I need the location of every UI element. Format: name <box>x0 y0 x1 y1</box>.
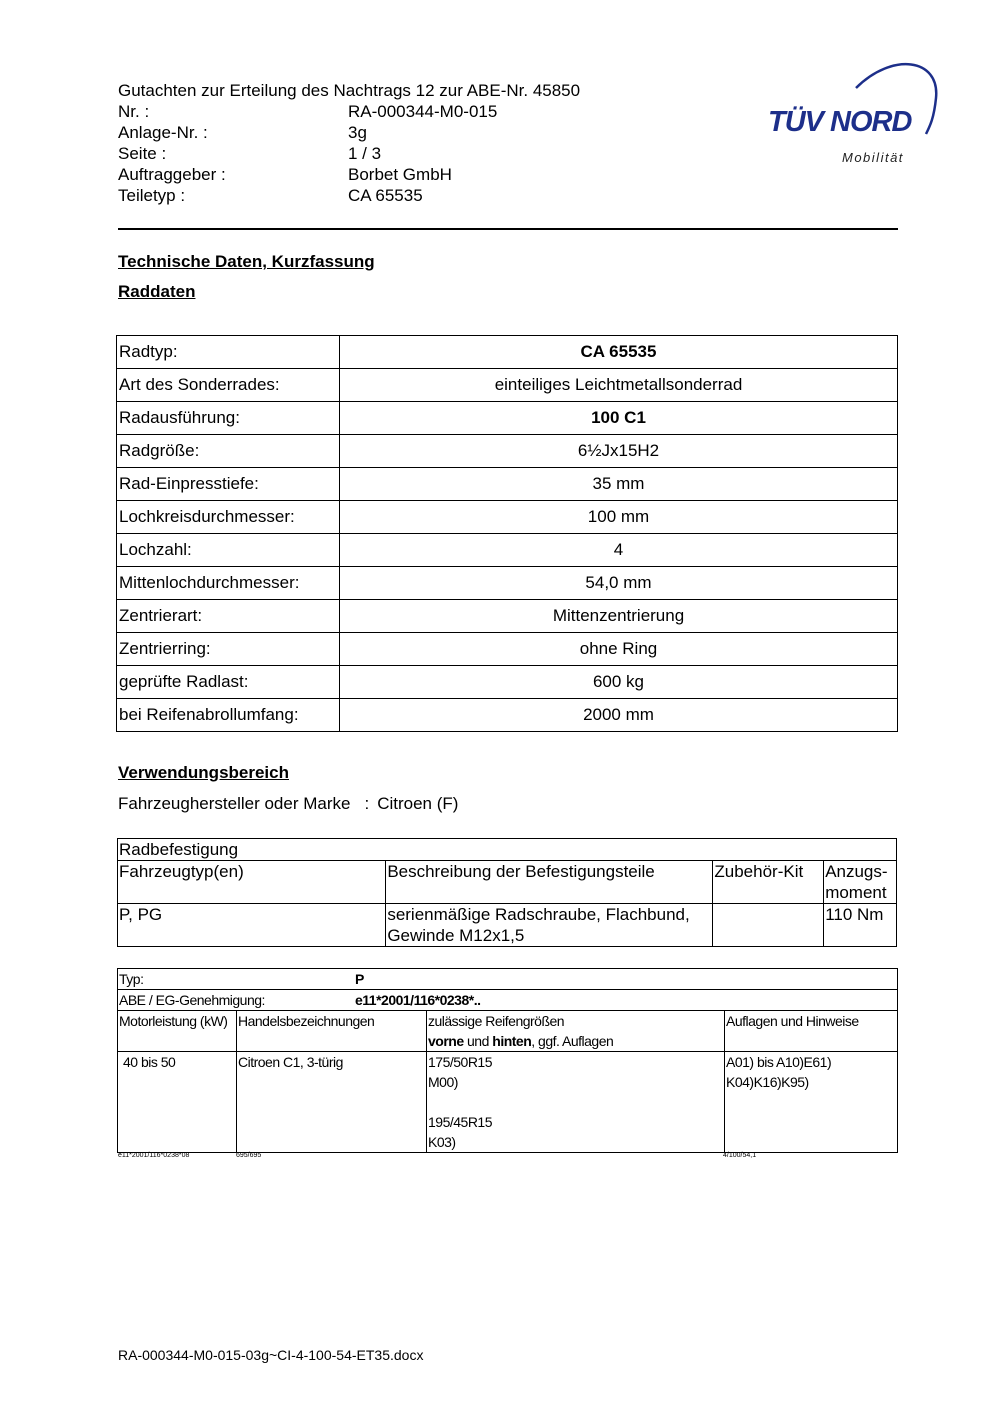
header-value: 1 / 3 <box>348 144 382 163</box>
section-usage-heading: Verwendungsbereich <box>118 763 289 782</box>
section-wheel-heading: Raddaten <box>118 282 196 301</box>
row-value: 4 <box>340 534 898 567</box>
table-row <box>117 336 898 369</box>
typ-row <box>118 969 898 990</box>
header-row-seite <box>118 143 580 164</box>
table-row <box>118 904 897 947</box>
row-label: Rad-Einpresstiefe: <box>117 468 340 501</box>
row-value: 100 mm <box>340 501 898 534</box>
row-label: geprüfte Radlast: <box>117 666 340 699</box>
fixing-kit <box>713 904 824 947</box>
header-row-anlage <box>118 122 580 143</box>
table-row <box>117 600 898 633</box>
row-value: 100 C1 <box>340 402 898 435</box>
header-label: Auftraggeber : <box>118 165 226 184</box>
column-header: Zubehör-Kit <box>713 861 824 904</box>
power-cell: 40 bis 50 <box>118 1052 237 1153</box>
header-row-auftraggeber <box>118 164 580 185</box>
tires-header-line-2 <box>428 1031 723 1051</box>
document-filename: RA-000344-M0-015-03g~CI-4-100-54-ET35.docx <box>118 1347 424 1363</box>
row-label: Radausführung: <box>117 402 340 435</box>
header-value: CA 65535 <box>348 186 423 205</box>
footnote-spec: 4/100/54,1 <box>723 1152 757 1159</box>
header-row-teiletyp <box>118 185 580 206</box>
tuv-nord-logo <box>764 58 944 170</box>
tires-header-line: zulässige Reifengrößen <box>428 1013 565 1029</box>
fixing-desc-line: Gewinde M12x1,5 <box>387 926 525 945</box>
row-label: Art des Sonderrades: <box>117 369 340 402</box>
column-header: Handelsbezeichnungen <box>237 1011 427 1052</box>
logo-brand: TÜV NORD <box>768 106 912 138</box>
row-label: Lochkreisdurchmesser: <box>117 501 340 534</box>
typ-value: P <box>355 971 364 987</box>
header-value: 3g <box>348 123 367 142</box>
notes-line: K04)K16)K95) <box>726 1074 809 1090</box>
table-row <box>117 435 898 468</box>
header-row-nr <box>118 101 580 122</box>
table-row <box>117 534 898 567</box>
row-value: ohne Ring <box>340 633 898 666</box>
column-header: Beschreibung der Befestigungsteile <box>386 861 713 904</box>
tires-rear: hinten <box>492 1033 532 1049</box>
usage-separator: : <box>364 794 370 813</box>
table-row <box>117 402 898 435</box>
column-header: Anzugs-moment <box>824 861 897 904</box>
usage-line <box>118 794 458 814</box>
tire-size: 175/50R15 <box>428 1054 493 1070</box>
tire-note: K03) <box>428 1134 456 1150</box>
header-divider <box>118 228 898 230</box>
tires-and: und <box>463 1033 493 1049</box>
table-row <box>118 969 898 990</box>
document-header <box>118 80 580 206</box>
row-label: Mittenlochdurchmesser: <box>117 567 340 600</box>
abe-value: e11*2001/116*0238*.. <box>355 992 481 1008</box>
type-approval-table <box>117 968 898 1153</box>
document-title: Gutachten zur Erteilung des Nachtrags 12 zur ABE-Nr. 45850 <box>118 81 581 100</box>
notes-line: A01) bis A10)E61) <box>726 1054 832 1070</box>
row-label: Zentrierart: <box>117 600 340 633</box>
typ-label: Typ: <box>119 971 144 987</box>
column-header-tires <box>427 1011 725 1052</box>
table-row <box>118 839 897 861</box>
notes-cell <box>725 1052 898 1153</box>
tire-note: M00) <box>428 1074 458 1090</box>
row-label: Radtyp: <box>117 336 340 369</box>
table-row <box>117 369 898 402</box>
footnote-approval: e11*2001/116*0238*08 <box>118 1152 190 1159</box>
row-value: 600 kg <box>340 666 898 699</box>
section-tech-heading: Technische Daten, Kurzfassung <box>118 252 375 271</box>
header-label: Seite : <box>118 144 167 163</box>
row-value: einteiliges Leichtmetallsonderrad <box>340 369 898 402</box>
row-value: 6½Jx15H2 <box>340 435 898 468</box>
tire-size: 195/45R15 <box>428 1114 493 1130</box>
fixing-description <box>386 904 713 947</box>
spacer <box>428 1092 723 1112</box>
fixing-torque: 110 Nm <box>824 904 897 947</box>
header-label: Nr. : <box>118 102 150 121</box>
table-row <box>117 666 898 699</box>
names-cell: Citroen C1, 3-türig <box>237 1052 427 1153</box>
table-row <box>117 501 898 534</box>
table-row <box>117 633 898 666</box>
column-header: Fahrzeugtyp(en) <box>118 861 386 904</box>
abe-label: ABE / EG-Genehmigung: <box>119 992 265 1008</box>
header-label: Teiletyp : <box>118 186 186 205</box>
row-label: Radgröße: <box>117 435 340 468</box>
table-row <box>118 990 898 1011</box>
tires-cell <box>427 1052 725 1153</box>
tires-rest: , ggf. Auflagen <box>531 1033 614 1049</box>
table-row <box>117 468 898 501</box>
abe-row <box>118 990 898 1011</box>
table-row <box>118 1011 898 1052</box>
row-value: 35 mm <box>340 468 898 501</box>
fixing-table <box>117 838 897 947</box>
fixing-desc-line: serienmäßige Radschraube, Flachbund, <box>387 905 690 924</box>
table-row <box>118 1052 898 1153</box>
tires-front: vorne <box>428 1033 464 1049</box>
column-header: Motorleistung (kW) <box>118 1011 237 1052</box>
fixing-types: P, PG <box>118 904 386 947</box>
row-label: Zentrierring: <box>117 633 340 666</box>
row-label: bei Reifenabrollumfang: <box>117 699 340 732</box>
table-row <box>118 861 897 904</box>
column-header: Auflagen und Hinweise <box>725 1011 898 1052</box>
row-value: Mittenzentrierung <box>340 600 898 633</box>
usage-label: Fahrzeughersteller oder Marke <box>118 794 351 813</box>
table-row <box>117 567 898 600</box>
header-label: Anlage-Nr. : <box>118 123 208 142</box>
logo-subtitle: Mobilität <box>842 150 904 165</box>
table-row <box>117 699 898 732</box>
row-value: 2000 mm <box>340 699 898 732</box>
header-value: RA-000344-M0-015 <box>348 102 498 121</box>
row-value: 54,0 mm <box>340 567 898 600</box>
row-value: CA 65535 <box>340 336 898 369</box>
row-label: Lochzahl: <box>117 534 340 567</box>
wheel-data-table <box>116 335 898 732</box>
header-value: Borbet GmbH <box>348 165 452 184</box>
fixing-title: Radbefestigung <box>118 839 897 861</box>
footnote-count: 695/695 <box>236 1152 262 1159</box>
usage-value: Citroen (F) <box>377 794 459 813</box>
